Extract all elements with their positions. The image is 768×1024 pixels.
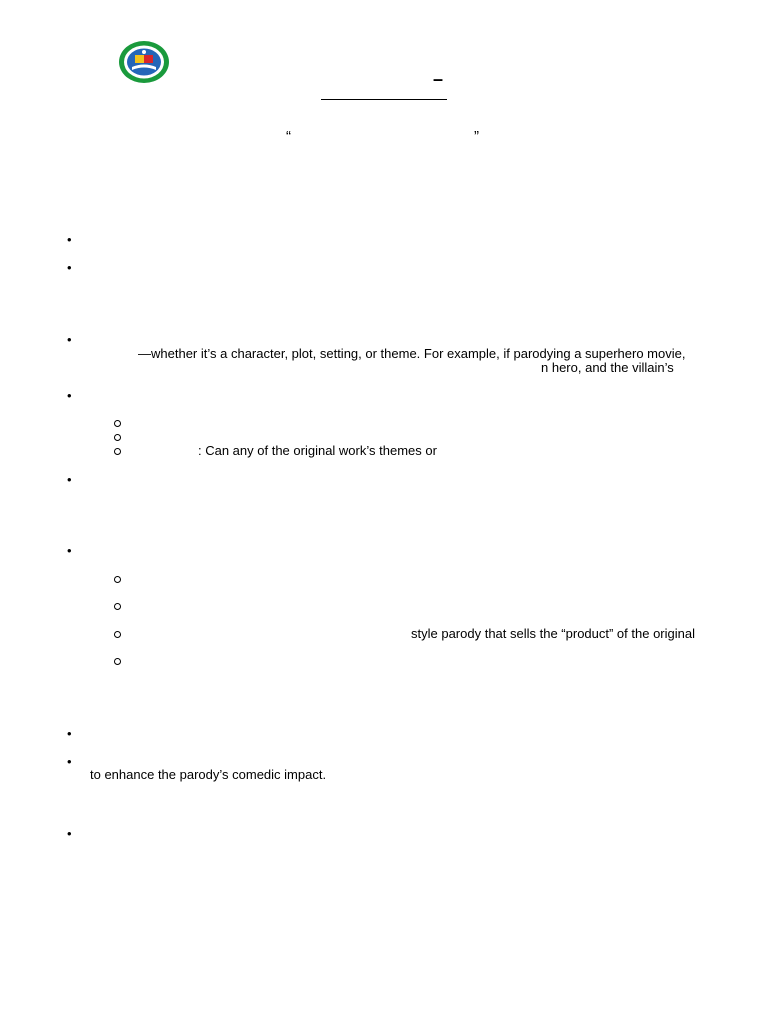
sub-bullet-6-4: [114, 658, 121, 665]
bullet-item-4: •: [67, 388, 72, 403]
bullet-item-1: •: [67, 232, 72, 247]
bullet-item-5: •: [67, 472, 72, 487]
sub-bullet-4-1: [114, 420, 121, 427]
item-6-sub-3-text: style parody that sells the “product” of the original: [411, 626, 695, 641]
bullet-item-3: •: [67, 332, 72, 347]
item-8-line-2: to enhance the parody’s comedic impact.: [90, 767, 327, 782]
bullet-item-8: •: [67, 754, 72, 769]
sub-bullet-6-2: [114, 603, 121, 610]
title-underline: [321, 99, 447, 100]
sub-bullet-4-2: [114, 434, 121, 441]
subtitle-close-quote: ”: [474, 128, 479, 145]
bullet-item-7: •: [67, 726, 72, 741]
bullet-item-2: •: [67, 260, 72, 275]
item-4-sub-3-text: : Can any of the original work’s themes or: [198, 443, 437, 458]
sub-bullet-4-3: [114, 448, 121, 455]
item-3-line-3: n hero, and the villain’s: [541, 360, 674, 375]
sub-bullet-6-3: [114, 631, 121, 638]
title-dash: –: [433, 69, 444, 89]
school-seal-logo: [118, 40, 170, 84]
item-3-line-2: —whether it’s a character, plot, setting, or theme. For example, if parodying a superhero movie,: [138, 346, 686, 361]
bullet-item-6: •: [67, 543, 72, 558]
sub-bullet-6-1: [114, 576, 121, 583]
bullet-item-9: •: [67, 826, 72, 841]
subtitle-open-quote: “: [286, 128, 291, 145]
